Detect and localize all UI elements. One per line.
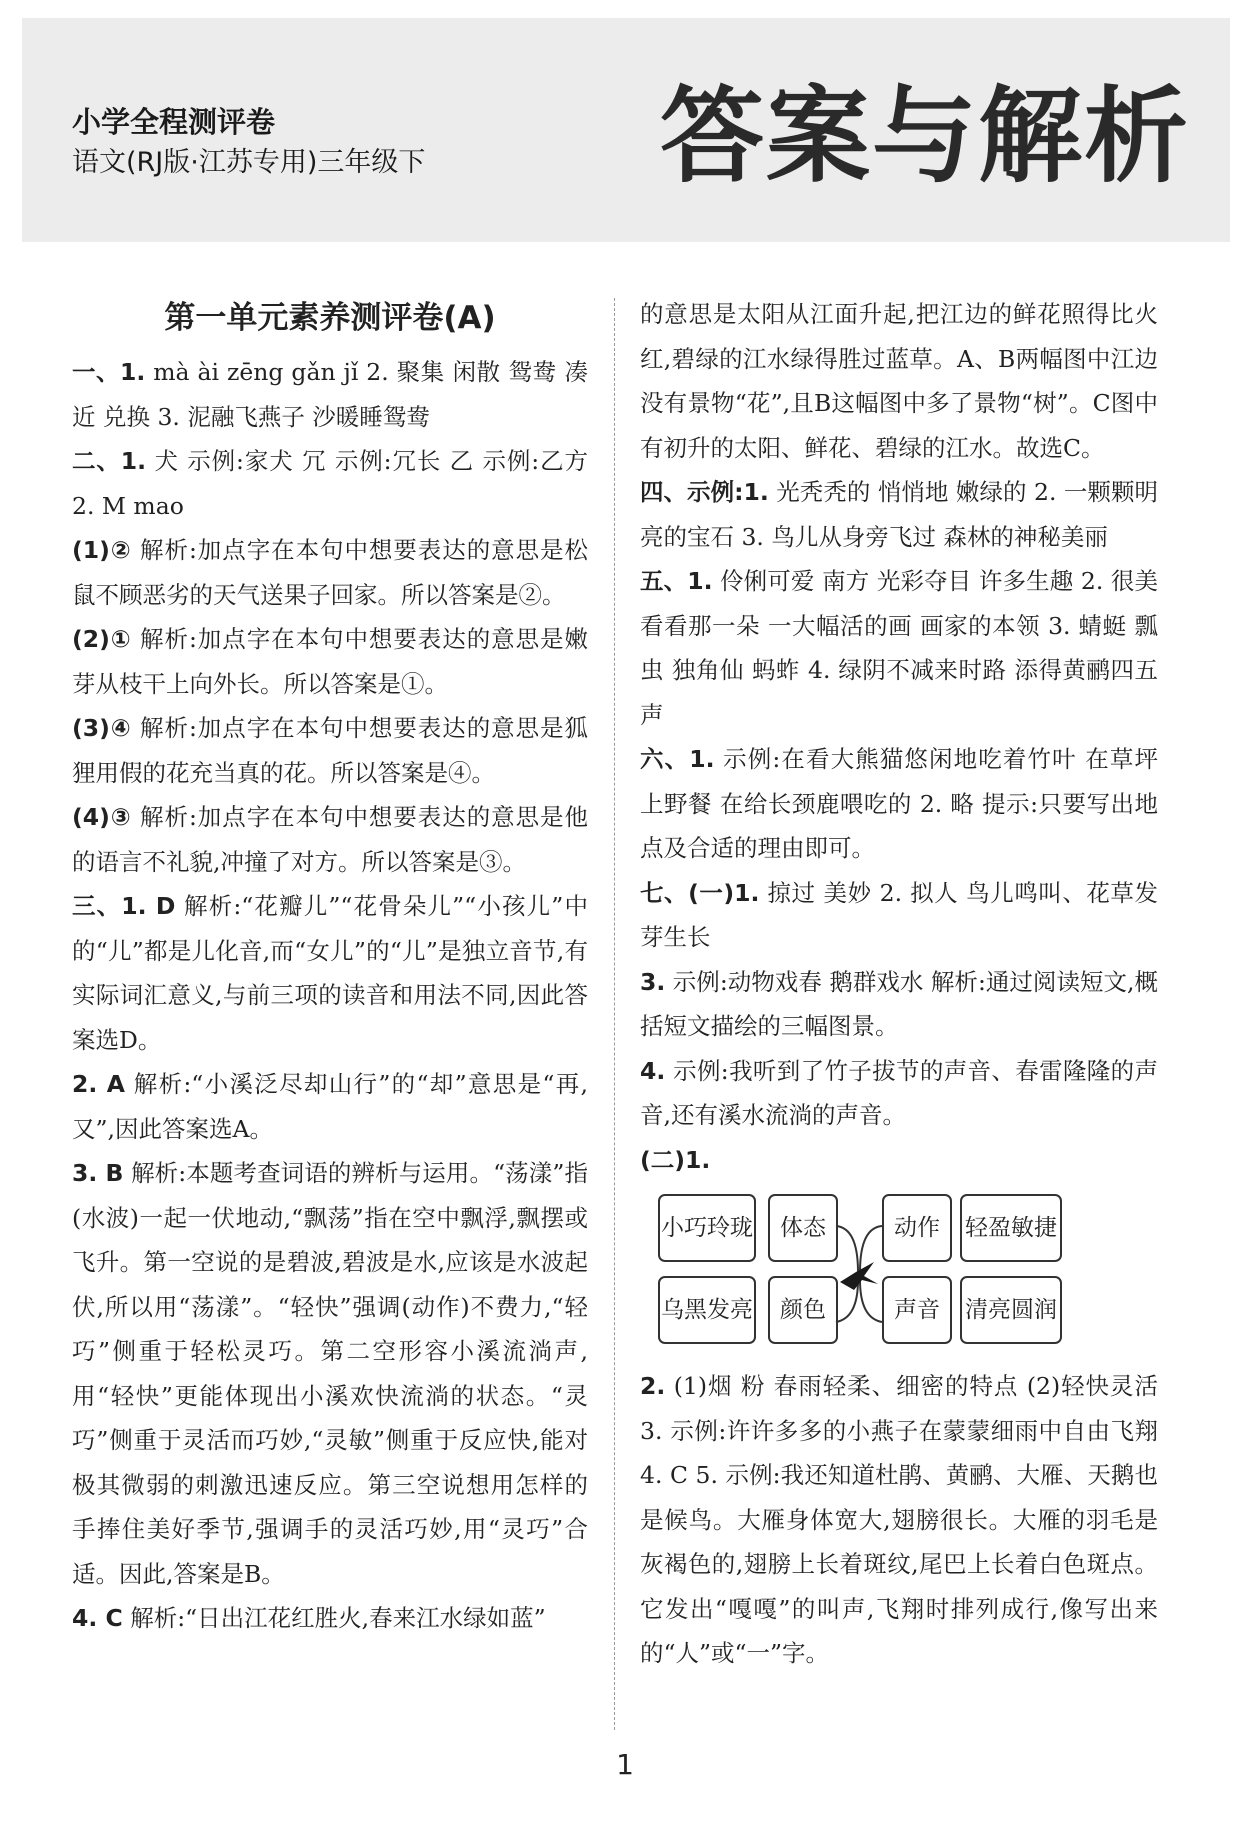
answer-item [640, 559, 1158, 737]
answer-text: 犬 示例:家犬 冗 示例:冗长 乙 示例:乙方 2. M mao [72, 447, 588, 520]
answer-item [72, 884, 588, 1062]
answer-item [640, 737, 1158, 871]
answer-text: 伶俐可爱 南方 光彩夺目 许多生趣 2. 很美 看看那一朵 一大幅活的画 画家的本领 3. 蜻蜓 瓢虫 独角仙 蚂蚱 4. 绿阴不减来时路 添得黄鹂四五声 [640, 567, 1158, 729]
page-number: 1 [616, 1748, 634, 1781]
answer-item [72, 439, 588, 528]
answer-item [640, 960, 1158, 1049]
answer-item [640, 1049, 1158, 1138]
answer-label: 二、1. [72, 447, 147, 475]
answer-text: 示例:动物戏春 鹅群戏水 解析:通过阅读短文,概括短文描绘的三幅图景。 [640, 967, 1158, 1040]
answer-text: (1)烟 粉 春雨轻柔、细密的特点 (2)轻快灵活 3. 示例:许许多多的小燕子在蒙蒙细雨中自由飞翔 4. C 5. 示例:我还知道杜鹃、黄鹂、大雁、天鹅也是候鸟。大雁身体宽大,翅膀很长。大雁的羽毛是灰褐色的,翅膀上长着斑纹,尾巴上长着白色斑点。它发出“嘎嘎”的叫声,飞翔时排列成行,像写出来的“人”或“一”字。 [640, 1372, 1158, 1667]
column-divider [614, 298, 615, 1730]
answer-item [72, 795, 588, 884]
answer-text: 掠过 美妙 2. 拟人 鸟儿鸣叫、花草发芽生长 [640, 878, 1158, 951]
answer-item [640, 1364, 1158, 1676]
answer-item [72, 617, 588, 706]
swallow-icon [834, 1214, 884, 1334]
answer-item [640, 470, 1158, 559]
left-column [72, 292, 588, 1641]
answer-text: 解析:“日出江花红胜火,春来江水绿如蓝” [130, 1604, 546, 1632]
answer-label: 七、(一)1. [640, 878, 760, 907]
answer-text: 解析:“小溪泛尽却山行”的“却”意思是“再,又”,因此答案选A。 [72, 1070, 588, 1143]
answer-label: 三、1. D [72, 892, 176, 920]
answer-item [72, 706, 588, 795]
answer-label: 2. A [72, 1070, 125, 1098]
answer-label: 五、1. [640, 567, 713, 595]
answer-text: 解析:“花瓣儿”“花骨朵儿”“小孩儿”中的“儿”都是儿化音,而“女儿”的“儿”是独立音节,有实际词汇意义,与前三项的读音和用法不同,因此答案选D。 [72, 892, 588, 1054]
answer-label: 3. B [72, 1159, 124, 1187]
answer-text: mà ài zēng gǎn jǐ 2. 聚集 闲散 鸳鸯 凑近 兑换 3. 泥融飞燕子 沙暖睡鸳鸯 [72, 358, 588, 431]
answer-text: 解析:加点字在本句中想要表达的意思是松鼠不顾恶劣的天气送果子回家。所以答案是②。 [72, 536, 588, 609]
book-series-title: 小学全程测评卷 [72, 105, 276, 139]
answer-label: 六、1. [640, 745, 715, 773]
map-box-right-bottom: 清亮圆润 [960, 1276, 1062, 1344]
right-column [640, 292, 1158, 1676]
answer-text: 解析:本题考查词语的辨析与运用。“荡漾”指(水波)一起一伏地动,“飘荡”指在空中飘浮,飘摆或飞升。第一空说的是碧波,碧波是水,应该是水波起伏,所以用“荡漾”。“轻快”强调(动作)不费力,“轻巧”侧重于轻松灵巧。第二空形容小溪流淌声,用“轻快”更能体现出小溪欢快流淌的状态。“灵巧”侧重于灵活而巧妙,“灵敏”侧重于反应快,能对极其微弱的刺激迅速反应。第三空说想用怎样的手捧住美好季节,强调手的灵活巧妙,用“灵巧”合适。因此,答案是B。 [72, 1159, 588, 1588]
map-box-left-bottom: 乌黑发亮 [658, 1276, 756, 1344]
answer-label: 3. [640, 967, 666, 996]
map-box-mid-left-top: 体态 [768, 1194, 838, 1262]
answer-item [72, 1151, 588, 1596]
answer-item [72, 350, 588, 439]
answer-text: 示例:在看大熊猫悠闲地吃着竹叶 在草坪上野餐 在给长颈鹿喂吃的 2. 略 提示:只要写出地点及合适的理由即可。 [640, 745, 1159, 862]
page-title: 答案与解析 [660, 75, 1191, 197]
answer-label: (2)① [72, 625, 132, 653]
answer-item [640, 871, 1158, 960]
map-box-left-top: 小巧玲珑 [658, 1194, 756, 1262]
answer-label: (二)1. [640, 1145, 711, 1174]
answer-text: 光秃秃的 悄悄地 嫩绿的 2. 一颗颗明亮的宝石 3. 鸟儿从身旁飞过 森林的神秘美丽 [640, 478, 1158, 551]
unit-title: 第一单元素养测评卷(A) [164, 300, 496, 336]
answer-label: (4)③ [72, 803, 132, 831]
right-answer-list-continued [640, 1364, 1158, 1676]
answer-item [640, 292, 1158, 470]
answer-label: 4. [640, 1056, 666, 1085]
answer-label: (1)② [72, 536, 132, 564]
answer-label: 4. C [72, 1604, 123, 1632]
answer-label: (3)④ [72, 714, 132, 742]
answer-text: 的意思是太阳从江面升起,把江边的鲜花照得比火红,碧绿的江水绿得胜过蓝草。A、B两幅图中江边没有景物“花”,且B这幅图中多了景物“树”。C图中有初升的太阳、鲜花、碧绿的江水。故选C。 [640, 300, 1158, 462]
answer-label: 四、示例:1. [640, 478, 769, 506]
answer-text: 示例:我听到了竹子拔节的声音、春雷隆隆的声音,还有溪水流淌的声音。 [640, 1056, 1158, 1129]
answer-label: 一、1. [72, 358, 146, 386]
map-box-mid-right-bottom: 声音 [882, 1276, 952, 1344]
answer-text: 解析:加点字在本句中想要表达的意思是嫩芽从枝干上向外长。所以答案是①。 [72, 625, 588, 698]
answer-item [640, 1138, 1158, 1183]
answer-item [72, 528, 588, 617]
left-answer-list [72, 350, 588, 1641]
book-subtitle: 语文(RJ版·江苏专用)三年级下 [72, 147, 426, 178]
swallow-mind-map [658, 1194, 1138, 1354]
right-answer-list [640, 292, 1158, 1182]
answer-text: 解析:加点字在本句中想要表达的意思是他的语言不礼貌,冲撞了对方。所以答案是③。 [72, 803, 588, 876]
map-box-mid-right-top: 动作 [882, 1194, 952, 1262]
answer-text: 解析:加点字在本句中想要表达的意思是狐狸用假的花充当真的花。所以答案是④。 [72, 714, 588, 787]
answer-item [72, 1596, 588, 1641]
map-box-right-top: 轻盈敏捷 [960, 1194, 1062, 1262]
map-box-mid-left-bottom: 颜色 [768, 1276, 838, 1344]
answer-label: 2. [640, 1372, 666, 1400]
answer-item [72, 1062, 588, 1151]
